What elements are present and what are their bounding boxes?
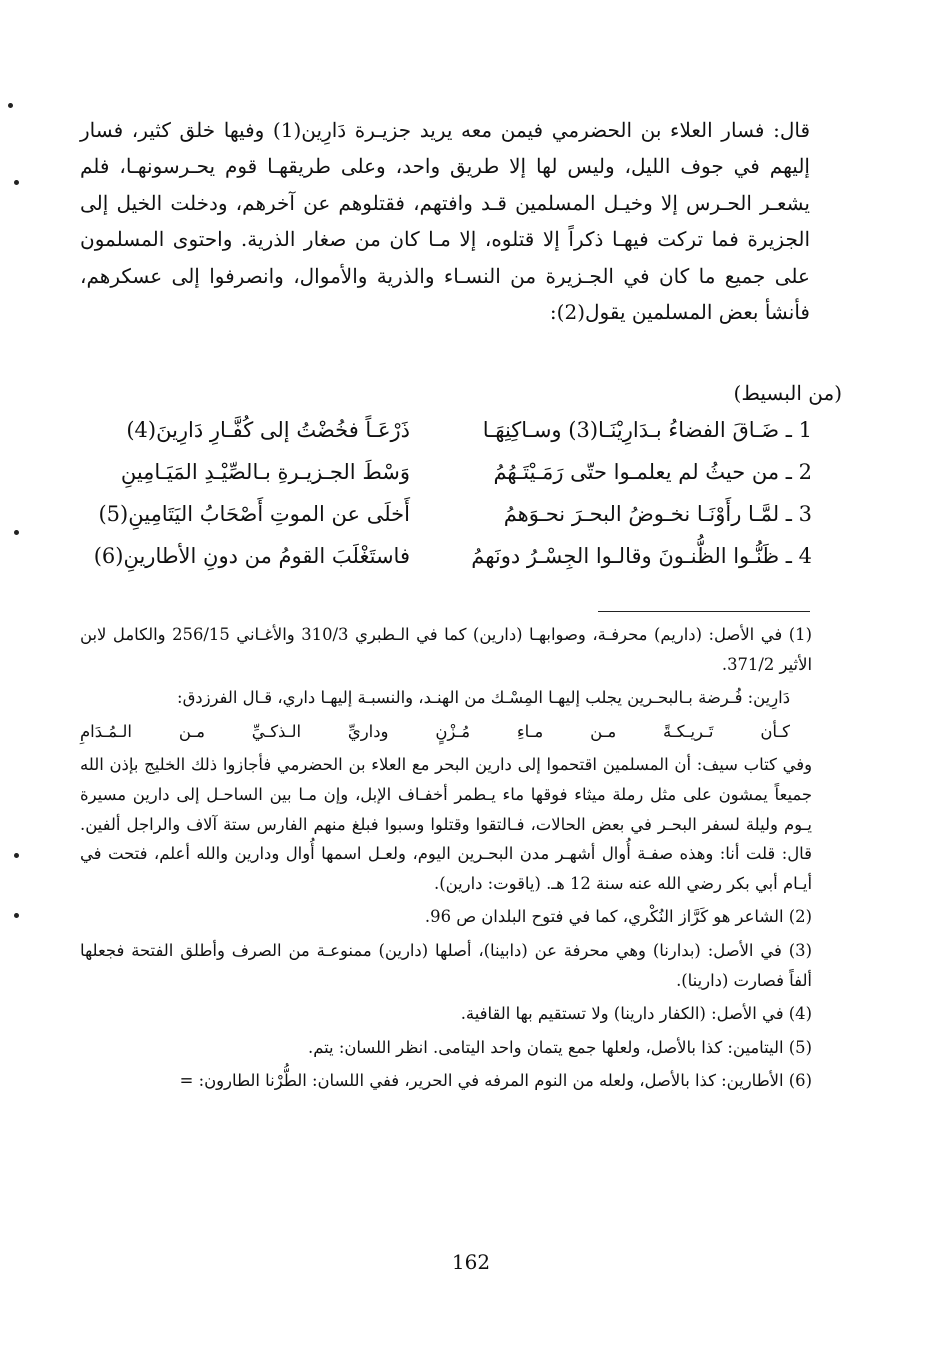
footnotes: [80, 620, 812, 1100]
margin-speck: [14, 180, 19, 185]
verse: [80, 460, 812, 502]
verse-first-hemistich: 2 ـ من حيثُ لم يعلمـوا حتّى رَمَـيْتَـهُمُ: [493, 460, 812, 484]
footnote-6: (6) الأطارين: كذا بالأصل، ولعله من النوم المرفه في الحرير، ففي اللسان: الطُّرْنا الطارون: =: [179, 1071, 812, 1091]
main-paragraph: قال: فسار العلاء بن الحضرمي فيمن معه يريد جزيـرة دَارِين(1) وفيها خلق كثير، فسار إليهم في جوف الليل، وليس لها إلا طريق واحد، وعلى طريقهـا قوم يحـرسونهـا، فلم يشعـر الحـرس إلا وخيـل المسلمين قـد وافتهم، فقتلوهم عن آخرهم، ودخلت الخيل إلى الجزيرة فما تركت فيهـا ذكراً إلا قتلوه، إلا مـا كان من صغار الذرية. واحتوى المسلمون على جميع ما كان في الجـزيرة من النسـاء والذرية والأموال، وانصرفوا إلى عسكرهم، فأنشأ بعض المسلمين يقول(2):: [80, 118, 811, 325]
verse-second-hemistich: فاستَغْلَبَ القومُ من دونِ الأطارينِ(6): [93, 544, 410, 568]
verse-first-hemistich: 1 ـ ضَـاقَ الفضاءُ بـدَارِيْنَـا(3) وسـاكِنِهَـا: [482, 418, 812, 442]
poem-meter: (من البسيط): [733, 381, 842, 405]
footnote-poem-line: كـأن تَـريـكـةً مـن مـاءِ مُـزْنٍ وداريِّ الـذكـيِّ مـن الـمُـدَامِ: [80, 721, 790, 741]
verse: [80, 418, 812, 460]
verse-first-hemistich: 3 ـ لمَّـا رأَوْنَـا نخـوضُ البحـرَ نحـوَهمُ: [503, 502, 812, 526]
footnote-separator: [598, 611, 810, 612]
footnote-5: (5) اليتامين: كذا بالأصل، ولعلها جمع يتمان واحد اليتامى. انظر اللسان: يتم.: [307, 1037, 812, 1057]
footnote-4: (4) في الأصل: (الكفار دارينا) ولا تستقيم بها القافية.: [460, 1004, 812, 1024]
verse: [80, 544, 812, 586]
footnote-1-saif: وفي كتاب سيف: أن المسلمين اقتحموا إلى دارين البحر مع العلاء بن الحضرمي فأجازوا ذلك الخليج بإذن الله جميعاً يمشون على مثل رملة ميثاء فوقها ماء يـطمر أخفـاف الإبل، وإن مـا بين الساحـل إلى دارين مسيرة يـوم وليلة لسفر البحـر في بعض الحالات، فـالتقوا وقتلوا وسبوا فبلغ منهم الفارس ستة آلاف والراجل ألفين. قال: قلت أنا: وهذه صفـة أُوال أشهـر مدن البحـرين اليوم، ولعـل اسمها أُوال ودارين والله أعلم، فتحت في أيـام أبي بكر رضي الله عنه سنة 12 هـ. (ياقوت: دارين).: [80, 755, 812, 893]
footnote-1: (1) في الأصل: (داريم) محرفـة، وصوابهـا (دارين) كما في الـطبري 310/3 والأغـاني 256/15 والكامل لابن الأثير 371/2.: [80, 625, 813, 674]
footnote-3: (3) في الأصل: (بدارنا) وهي محرفة عن (دابينا)، أصلها (دارين) ممنوعـة من الصرف وأطلق الفتحة فجعلها ألفاً فصارت (دارينا).: [80, 940, 812, 990]
verse: [80, 502, 812, 544]
page-number: 162: [451, 1250, 491, 1274]
footnote-2: (2) الشاعر هو كَرَّاز النُكْري، كما في فتوح البلدان ص 96.: [424, 907, 812, 927]
footnote-1-darin: دَارِين: فُـرضة بـالبحـرين يجلب إليهـا المِسْـك من الهنـد، والنسبـة إليهـا داري، قـال الفرزدق:: [177, 688, 790, 708]
margin-speck: [8, 103, 13, 108]
margin-speck: [14, 913, 19, 918]
margin-speck: [14, 530, 19, 535]
footnote-1-poem: [80, 717, 812, 747]
verse-second-hemistich: وَسْطَ الجـزيـرةِ بـالصِّيْـدِ المَيَـامِينِ: [120, 460, 410, 484]
margin-speck: [14, 853, 19, 858]
verse-second-hemistich: أَخلَى عن الموتِ أَصْحَابُ اليَتَامِينِ(5): [98, 502, 410, 526]
verse-first-hemistich: 4 ـ ظَنُّـوا الظُّنـونَ وقالـوا الجِسْـرُ دونَهمُ: [471, 544, 812, 568]
verse-second-hemistich: ذَرْعَـاً فخُضْتُ إلى كُفَّـارِ دَارِينَ(4): [126, 418, 410, 442]
poem-verses: [80, 418, 812, 586]
main-text: [80, 112, 810, 330]
